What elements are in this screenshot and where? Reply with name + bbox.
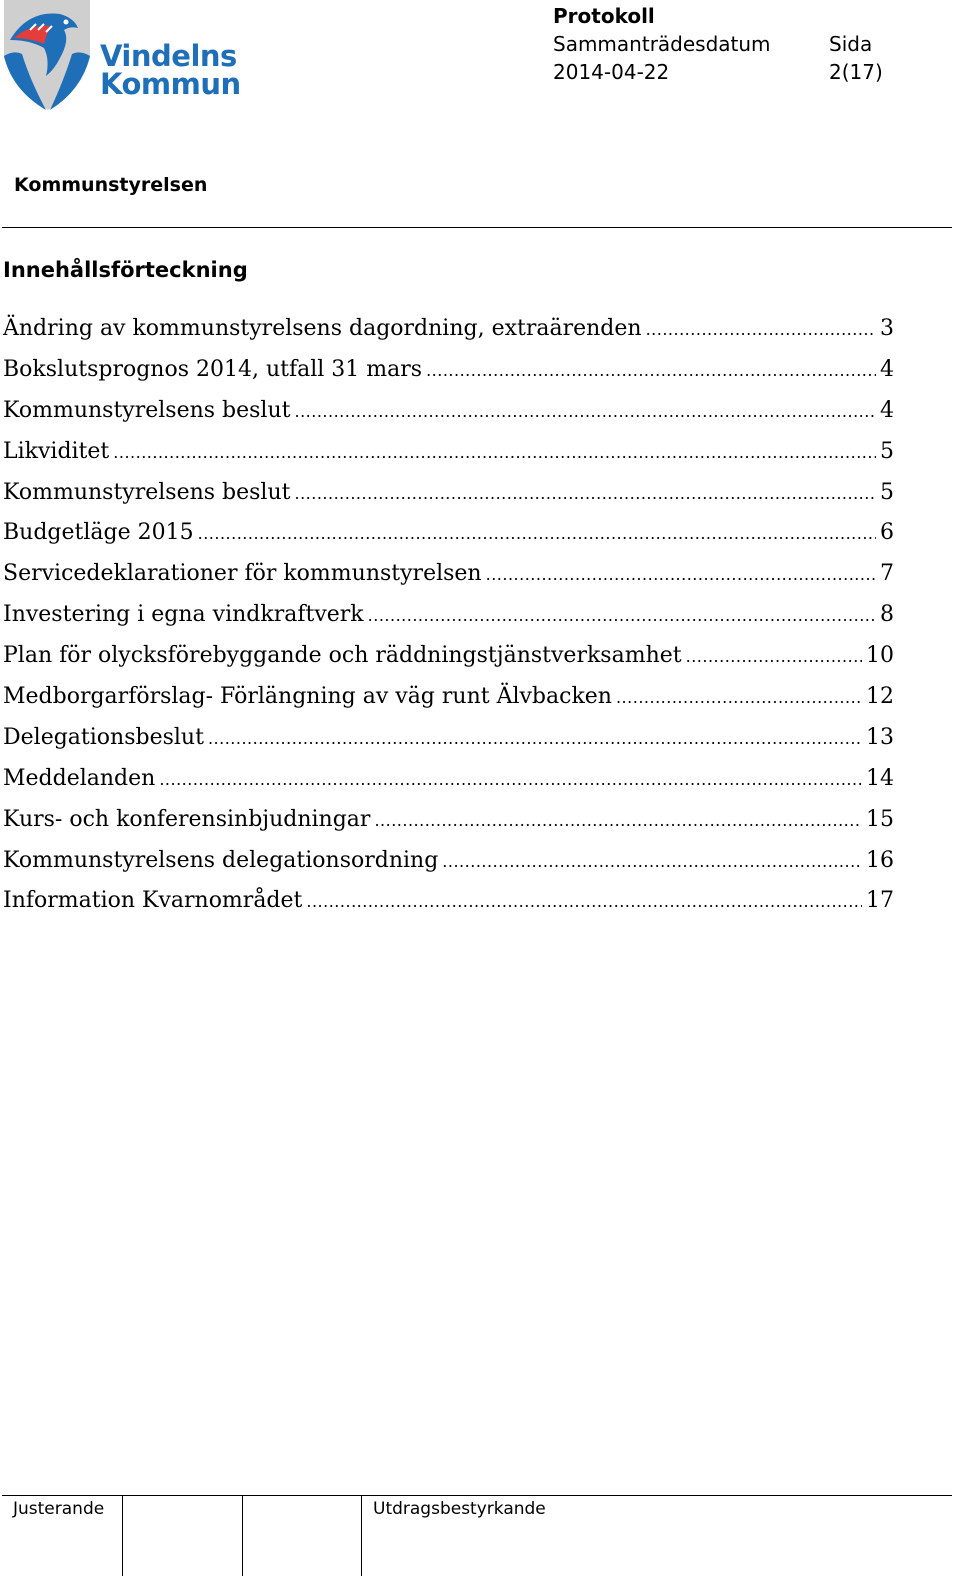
toc-entry-title: Information Kvarnområdet xyxy=(3,888,303,914)
toc-entry[interactable] xyxy=(3,432,894,473)
toc-entry[interactable] xyxy=(3,595,894,636)
toc-entry-title: Kommunstyrelsens delegationsordning xyxy=(3,847,439,873)
toc-entry-page: 4 xyxy=(880,397,894,423)
toc-heading: Innehållsförteckning xyxy=(3,258,248,282)
toc-entry[interactable] xyxy=(3,718,894,759)
toc-entry[interactable] xyxy=(3,800,894,841)
page-number: 2(17) xyxy=(829,60,883,84)
dot-leader xyxy=(442,842,862,883)
dot-leader xyxy=(374,801,862,842)
toc-entry-title: Investering i egna vindkraftverk xyxy=(3,602,364,628)
dot-leader xyxy=(294,392,876,433)
toc-entry-page: 8 xyxy=(880,602,894,628)
toc-entry-page: 10 xyxy=(866,643,894,669)
dot-leader xyxy=(113,433,876,474)
toc-entry[interactable] xyxy=(3,841,894,882)
logo-line-2: Kommun xyxy=(100,67,241,101)
toc-entry-title: Meddelanden xyxy=(3,765,156,791)
meeting-date: 2014-04-22 xyxy=(553,60,670,84)
toc-entry[interactable] xyxy=(3,391,894,432)
toc-entry-page: 5 xyxy=(880,438,894,464)
dot-leader xyxy=(686,637,862,678)
toc-entry-page: 3 xyxy=(880,316,894,341)
footer-cell-divider xyxy=(361,1495,362,1576)
toc-entry-title: Plan för olycksförebyggande och räddningstjänstverksamhet xyxy=(3,643,682,669)
meeting-date-label: Sammanträdesdatum xyxy=(553,32,771,56)
toc-entry-title: Likviditet xyxy=(3,438,110,464)
dot-leader xyxy=(368,596,876,637)
toc-entry-title: Ändring av kommunstyrelsens dagordning, extraärenden xyxy=(3,316,642,341)
toc-entry-title: Servicedeklarationer för kommunstyrelsen xyxy=(3,561,482,587)
toc-entry-page: 14 xyxy=(866,765,894,791)
toc-entry[interactable] xyxy=(3,309,894,350)
signers-label: Justerande xyxy=(13,1499,105,1519)
footer-cell-divider xyxy=(242,1495,243,1576)
dot-leader xyxy=(306,882,862,923)
toc-entry-page: 15 xyxy=(866,806,894,832)
toc-entry[interactable] xyxy=(3,759,894,800)
toc-entry-title: Medborgarförslag- Förlängning av väg runt Älvbacken xyxy=(3,684,612,710)
toc-entry-title: Budgetläge 2015 xyxy=(3,520,194,546)
dot-leader xyxy=(198,514,876,555)
header-divider xyxy=(2,227,952,228)
certified-extract-label: Utdragsbestyrkande xyxy=(373,1499,546,1519)
board-name: Kommunstyrelsen xyxy=(14,174,208,196)
toc-entry-page: 6 xyxy=(880,520,894,546)
toc-entry-title: Kurs- och konferensinbjudningar xyxy=(3,806,371,832)
toc-entry-page: 12 xyxy=(866,684,894,710)
toc-entry-page: 4 xyxy=(880,356,894,382)
toc-entry-title: Delegationsbeslut xyxy=(3,724,204,750)
logo-line-1: Vindelns xyxy=(100,39,237,73)
toc-entry-title: Bokslutsprognos 2014, utfall 31 mars xyxy=(3,356,423,382)
toc-entry-title: Kommunstyrelsens beslut xyxy=(3,479,291,505)
dot-leader xyxy=(616,678,862,719)
dot-leader xyxy=(426,351,876,392)
toc-entry-page: 13 xyxy=(866,724,894,750)
footer-cell-divider xyxy=(122,1495,123,1576)
table-of-contents xyxy=(3,309,894,922)
fish-shield-icon xyxy=(0,0,96,112)
dot-leader xyxy=(486,555,876,596)
dot-leader xyxy=(646,310,876,351)
toc-entry-page: 5 xyxy=(880,479,894,505)
toc-entry-page: 16 xyxy=(866,847,894,873)
document-type: Protokoll xyxy=(553,4,655,28)
dot-leader xyxy=(294,474,876,515)
toc-entry[interactable] xyxy=(3,636,894,677)
toc-entry-page: 7 xyxy=(880,561,894,587)
page-label: Sida xyxy=(829,32,873,56)
toc-entry[interactable] xyxy=(3,350,894,391)
dot-leader xyxy=(159,760,862,801)
toc-entry-title: Kommunstyrelsens beslut xyxy=(3,397,291,423)
toc-entry[interactable] xyxy=(3,473,894,514)
toc-entry[interactable] xyxy=(3,554,894,595)
toc-entry-page: 17 xyxy=(866,888,894,914)
toc-entry[interactable] xyxy=(3,677,894,718)
logo-wordmark xyxy=(100,39,241,101)
footer-divider xyxy=(2,1495,952,1496)
dot-leader xyxy=(208,719,862,760)
toc-entry[interactable] xyxy=(3,881,894,922)
toc-entry[interactable] xyxy=(3,513,894,554)
municipality-logo xyxy=(0,0,240,115)
